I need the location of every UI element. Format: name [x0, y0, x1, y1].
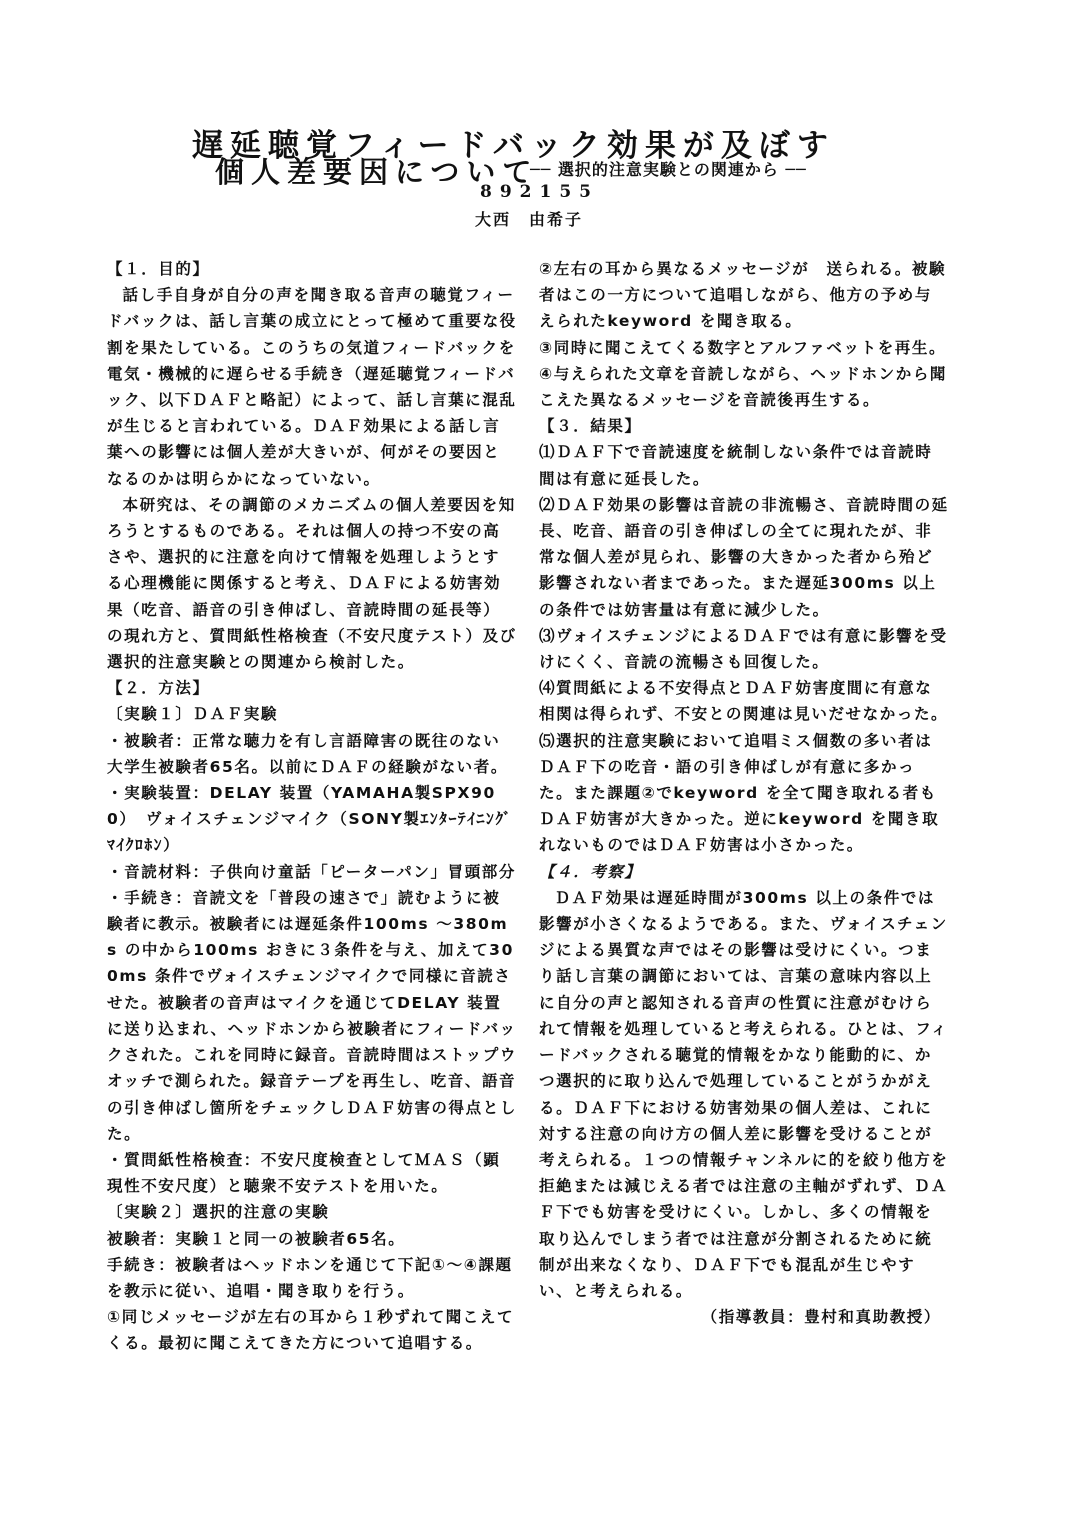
result-1: ⑴ＤＡＦ下で音読速度を統制しない条件では音読時間は有意に延長した。 [539, 443, 933, 488]
exp2-task-2: ②左右の耳から異なるメッセージが 送られる。被験者はこの一方について追唱しながら、他方の予め与えられたkeyword を聞き取る。 [539, 260, 947, 331]
section-heading-discussion: 【４．考察】 [539, 862, 642, 881]
experiment-1-heading: 〔実験１〕ＤＡＦ実験 [107, 705, 279, 724]
exp2-task-1: ①同じメッセージが左右の耳から１秒ずれて聞こえてくる。最初に聞こえてきた方について追唱する。 [107, 1308, 515, 1353]
section-heading-method: 【２．方法】 [107, 679, 210, 698]
result-5: ⑸選択的注意実験において追唱ミス個数の多い者はＤＡＦ下の吃音・語の引き伸ばしが有意に多かった。また課題②でkeyword を全て聞き取れる者もＤＡＦ妨害が大きかった。逆にkeyword を聞き取れないものではＤＡＦ妨害は小さかった。 [539, 731, 940, 855]
method-apparatus: ・実験装置：DELAY 装置（YAMAHA製SPX900） ヴォイスチェンジマイク（SONY製ｴﾝﾀｰﾃｲﾆﾝｸﾞ ﾏｲｸﾛﾎﾝ） [107, 784, 513, 855]
purpose-paragraph-2: 本研究は、その調節のメカニズムの個人差要因を知ろうとするものである。それは個人の持つ不安の高さや、選択的に注意を向けて情報を処理しようとする心理機能に関係すると考え、ＤＡＦによる妨害効果（吃音、語音の引き伸ばし、音読時間の延長等）の現れ方と、質問紙性格検査（不安尺度テスト）及び選択的注意実験との関連から検討した。 [107, 495, 517, 672]
left-column [107, 256, 517, 1357]
method-subjects: ・被験者：正常な聴力を有し言語障害の既往のない大学生被験者65名。以前にＤＡＦの経験がない者。 [107, 731, 508, 776]
exp2-task-3: ③同時に聞こえてくる数字とアルファベットを再生。 [539, 338, 947, 357]
result-3: ⑶ヴォイスチェンジによるＤＡＦでは有意に影響を受けにくく、音読の流暢さも回復した。 [539, 626, 948, 672]
supervisor-credit: （指導教員：豊村和真助教授） [701, 1308, 941, 1327]
paper-title-line-2: 個人差要因について [215, 155, 539, 189]
author-name: 大西 由希子 [475, 210, 584, 229]
right-column [539, 256, 949, 1330]
section-heading-results: 【３．結果】 [539, 417, 642, 436]
section-heading-purpose: 【１．目的】 [107, 260, 210, 278]
method-procedure: ・手続き：音読文を「普段の速さで」読むように被験者に教示。被験者には遅延条件100ms ～380ms の中から100ms おきに３条件を与え、加えて300ms 条件でヴォイスチェンジマイクで同様に音読させた。被験者の音声はマイクを通じてDELAY 装置に送り込まれ、ヘッドホンから被験者にフィードバックされた。これを同時に録音。音読時間はストップウオッチで測られた。録音テープを再生し、吃音、語音の引き伸ばし箇所をチェックしＤＡＦ妨害の得点とした。 [107, 888, 517, 1143]
method-materials: ・音読材料：子供向け童話「ピーターパン」冒頭部分 [107, 862, 517, 881]
exp2-subjects: 被験者：実験１と同一の被験者65名。 [107, 1229, 406, 1248]
result-2: ⑵ＤＡＦ効果の影響は音読の非流暢さ、音読時間の延長、吃音、語音の引き伸ばしの全てに現れたが、非常な個人差が見られ、影響の大きかった者から殆ど影響されない者まであった。また遅延300ms 以上の条件では妨害量は有意に減少した。 [539, 495, 949, 619]
discussion-paragraph: ＤＡＦ効果は遅延時間が300ms 以上の条件では影響が小さくなるようである。また、ヴォイスチェンジによる異質な声ではその影響は受けにくい。つまり話し言葉の調節においては、言葉の意味内容以上に自分の声と認知される音声の性質に注意がむけられて情報を処理していると考えられる。ひとは、フィードバックされる聴覚的情報をかなり能動的に、かつ選択的に取り込んで処理していることがうかがえる。ＤＡＦ下における妨害効果の個人差は、これに対する注意の向け方の個人差に影響を受けることが考えられる。１つの情報チャンネルに的を絞り他方を拒絶または減じえる者では注意の主軸がずれず、ＤＡＦ下でも妨害を受けにくい。しかし、多くの情報を取り込んでしまう者では注意が分割されるために統制が出来なくなり、ＤＡＦ下でも混乱が生じやすい、と考えられる。 [539, 888, 949, 1300]
method-questionnaire: ・質問紙性格検査：不安尺度検査としてＭＡＳ（顕現性不安尺度）と聴衆不安テストを用いた。 [107, 1150, 501, 1196]
student-id: 892155 [480, 182, 599, 202]
paper-subtitle: ── 選択的注意実験との関連から ── [530, 160, 807, 179]
purpose-paragraph-1: 話し手自身が自分の声を聞き取る音声の聴覚フィードバックは、話し言葉の成立にとって極めて重要な役割を果たしている。このうちの気道フィードバックを電気・機械的に遅らせる手続き（遅延聴覚フィードバック、以下ＤＡＦと略記）によって、話し言葉に混乱が生じると言われている。ＤＡＦ効果による話し言葉への影響には個人差が大きいが、何がその要因となるのかは明らかになっていない。 [107, 286, 517, 488]
result-4: ⑷質問紙による不安得点とＤＡＦ妨害度間に有意な相関は得られず、不安との関連は見いだせなかった。 [539, 679, 949, 724]
exp2-procedure: 手続き：被験者はヘッドホンを通じて下記①～④課題を教示に従い、追唱・聞き取りを行う。 [107, 1255, 513, 1300]
exp2-task-4: ④与えられた文章を音読しながら、ヘッドホンから聞こえた異なるメッセージを音読後再生する。 [539, 364, 948, 410]
paper-title-line-1: 遅延聴覚フィードバック効果が及ぼす [192, 128, 835, 164]
experiment-2-heading: 〔実験２〕選択的注意の実験 [107, 1203, 330, 1222]
